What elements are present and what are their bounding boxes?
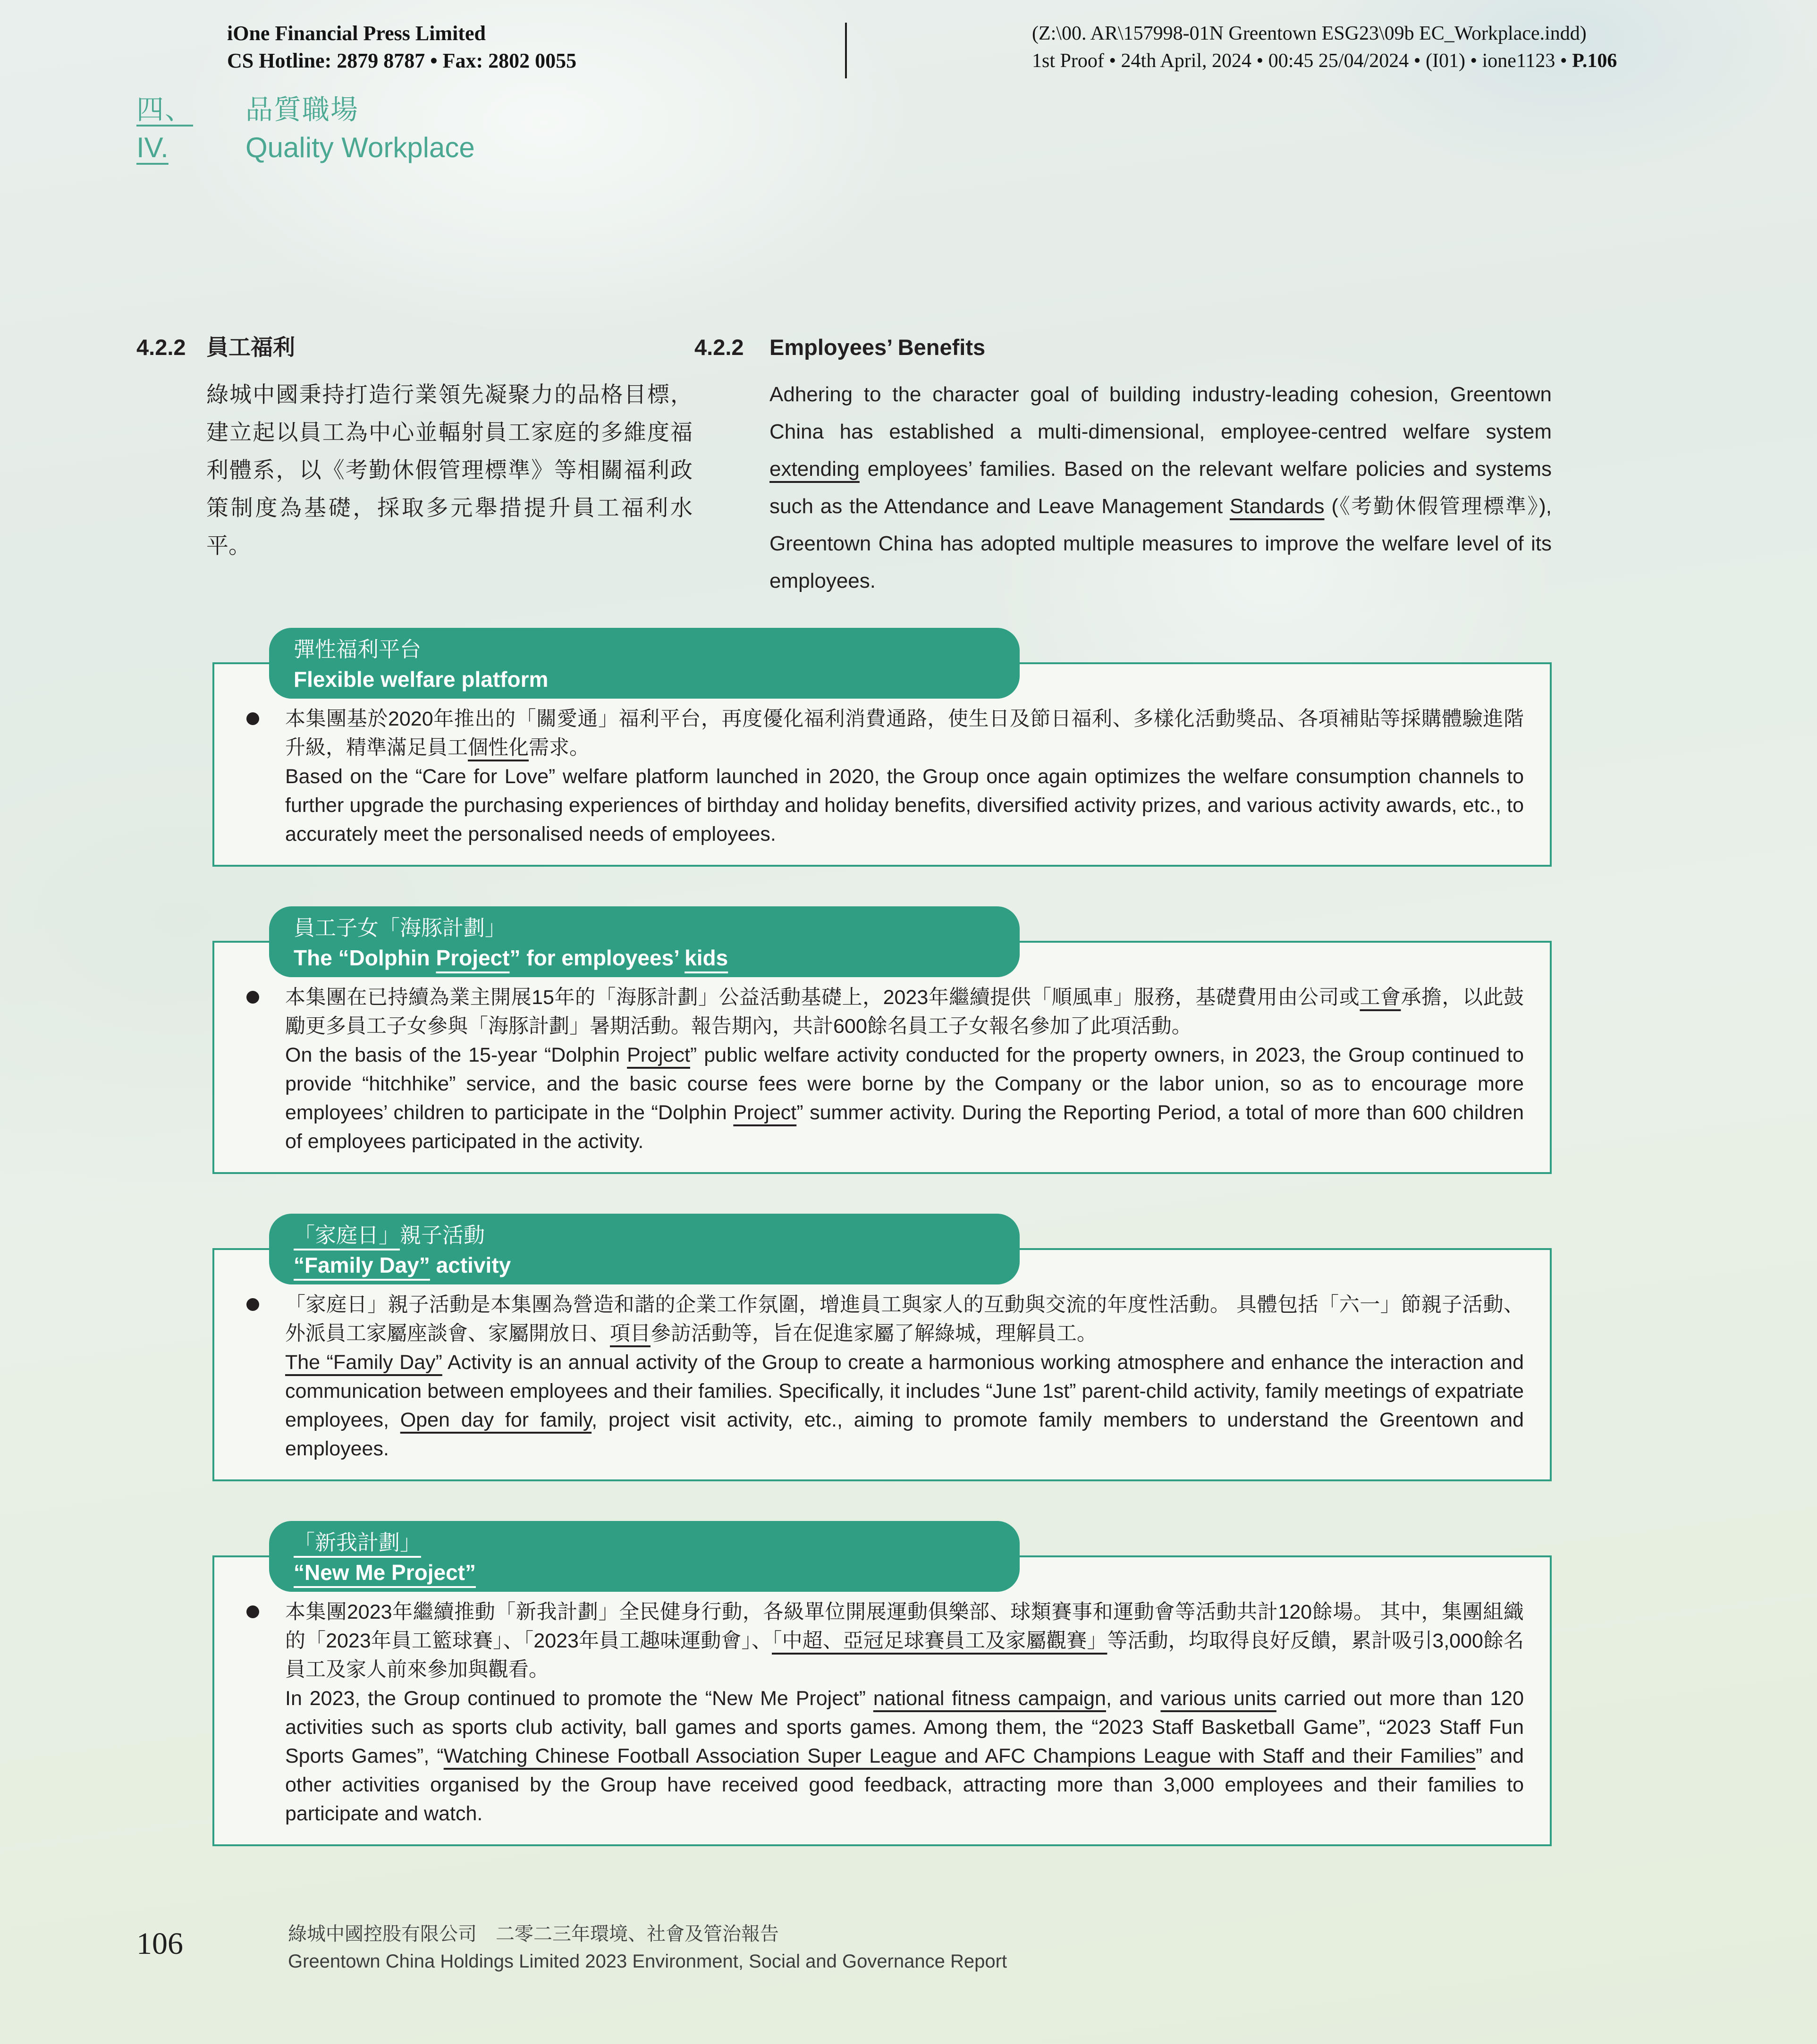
- proof-divider: [845, 23, 847, 78]
- feature-box-dolphin-project: [212, 916, 1552, 1174]
- feature-body-en: In 2023, the Group continued to promote the “New Me Project” national fitness campaign, and various units carried out more than 120 activities such as sports club activity, ball games and sports games. Among them, the “2023 Staff Basketball Game”, “2023 Staff Fun Sports Games”, “Watching Chinese Football Association Super League and AFC Champions League with Staff and their Families” and other activities organised by the Group have received good feedback, attracting more than 3,000 employees and their families to participate and watch.: [285, 1687, 1524, 1825]
- feature-box-flexible-welfare: [212, 637, 1552, 867]
- section-title-zh: 員工福利: [206, 335, 295, 360]
- section-column-zh: [136, 330, 694, 600]
- footer-company-en: Greentown China Holdings Limited 2023 Environment, Social and Governance Report: [288, 1951, 1007, 1972]
- bullet-icon: [246, 1598, 285, 1828]
- printer-name: iOne Financial Press Limited: [227, 22, 486, 45]
- section-body-zh: 綠城中國秉持打造行業領先凝聚力的品格目標，建立起以員工為中心並輻射員工家庭的多維度福利體系，以《考勤休假管理標準》等相關福利政策制度為基礎，採取多元舉措提升員工福利水平。: [206, 382, 693, 558]
- section-body-en: Adhering to the character goal of building industry-leading cohesion, Greentown China has established a multi-dimensional, employee-centred welfare system extending employees’ families. Based on the relevant welfare policies and systems such as the Attendance and Leave Management Standards (《考勤休假管理標準》), Greentown China has adopted multiple measures to improve the welfare level of its employees.: [769, 383, 1552, 592]
- feature-boxes: [212, 637, 1552, 1920]
- feature-body-zh: 本集團2023年繼續推動「新我計劃」全民健身行動，各級單位開展運動俱樂部、球類賽事和運動會等活動共計120餘場。 其中，集團組織的「2023年員工籃球賽」、「2023年員工趣味運動會」、「中超、亞冠足球賽員工及家屬觀賽」等活動，均取得良好反饋，累計吸引3,000餘名員工及家人前來參加與觀看。: [285, 1601, 1524, 1681]
- feature-tab: [269, 906, 1020, 977]
- bullet-icon: [246, 705, 285, 849]
- proof-details-text: 1st Proof • 24th April, 2024 • 00:45 25/04/2024 • (I01) • ione1123 •: [1032, 50, 1572, 72]
- printer-contact: CS Hotline: 2879 8787 • Fax: 2802 0055: [227, 49, 577, 72]
- feature-body-en: Based on the “Care for Love” welfare platform launched in 2020, the Group once again optimizes the welfare consumption channels to further upgrade the purchasing experiences of birthday and holiday benefits, diversified activity prizes, and various activity awards, etc., to accurately meet the personalised needs of employees.: [285, 765, 1524, 845]
- chapter-heading: [136, 93, 475, 168]
- section-number-zh: 4.2.2: [136, 335, 186, 360]
- feature-body-zh: 「家庭日」親子活動是本集團為營造和諧的企業工作氛圍，增進員工與家人的互動與交流的年度性活動。 具體包括「六一」節親子活動、外派員工家屬座談會、家屬開放日、項目參訪活動等，旨在促進家屬了解綠城，理解員工。: [285, 1293, 1524, 1345]
- footer-company-zh: 綠城中國控股有限公司 二零二三年環境、社會及管治報告: [288, 1924, 779, 1944]
- section-4-2-2: [136, 330, 1552, 600]
- feature-title-zh: 員工子女「海豚計劃」: [294, 916, 507, 940]
- chapter-name-zh: 品質職場: [245, 94, 359, 125]
- feature-title-zh: 彈性福利平台: [294, 637, 422, 661]
- chapter-number-zh: 四、: [136, 94, 194, 125]
- feature-tab: [269, 628, 1020, 699]
- feature-title-en: “Family Day” activity: [294, 1253, 511, 1277]
- feature-body-zh: 本集團基於2020年推出的「關愛通」福利平台，再度優化福利消費通路，使生日及節日福利、多樣化活動獎品、各項補貼等採購體驗進階升級，精準滿足員工個性化需求。: [285, 708, 1524, 759]
- bullet-icon: [246, 983, 285, 1156]
- bullet-item: [246, 983, 1524, 1156]
- section-column-en: [694, 330, 1552, 600]
- proof-info: [1032, 20, 1617, 75]
- page-number: 106: [136, 1926, 183, 1961]
- feature-tab: [269, 1214, 1020, 1284]
- proof-page-ref: P.106: [1572, 50, 1617, 72]
- chapter-title-zh: [136, 93, 475, 127]
- chapter-title-en: [136, 127, 475, 168]
- bullet-item: [246, 1291, 1524, 1463]
- chapter-name-en: Quality Workplace: [245, 132, 475, 163]
- feature-box-family-day: [212, 1223, 1552, 1481]
- bullet-item: [246, 705, 1524, 849]
- printer-info: [227, 20, 576, 75]
- feature-body-zh: 本集團在已持續為業主開展15年的「海豚計劃」公益活動基礎上，2023年繼續提供「順風車」服務，基礎費用由公司或工會承擔，以此鼓勵更多員工子女參與「海豚計劃」暑期活動。報告期內，共計600餘名員工子女報名參加了此項活動。: [285, 986, 1524, 1038]
- feature-tab: [269, 1521, 1020, 1592]
- feature-title-en: “New Me Project”: [294, 1560, 476, 1585]
- chapter-number-en: IV.: [136, 132, 169, 163]
- feature-body-en: The “Family Day” Activity is an annual activity of the Group to create a harmonious working atmosphere and enhance the interaction and communication between employees and their families. Specifically, it includes “June 1st” parent-child activity, family meetings of expatriate employees, Open day for family, project visit activity, etc., aiming to promote family members to understand the Greentown and employees.: [285, 1351, 1524, 1460]
- feature-title-zh: 「新我計劃」: [294, 1530, 422, 1554]
- feature-title-en: Flexible welfare platform: [294, 667, 549, 692]
- feature-title-en: The “Dolphin Project” for employees’ kids: [294, 946, 728, 970]
- bullet-item: [246, 1598, 1524, 1828]
- section-number-en: 4.2.2: [694, 335, 744, 360]
- section-title-en: Employees’ Benefits: [769, 335, 986, 360]
- proof-details: [1032, 47, 1617, 75]
- feature-title-zh: 「家庭日」親子活動: [294, 1223, 485, 1247]
- proof-file-path: (Z:\00. AR\157998-01N Greentown ESG23\09b EC_Workplace.indd): [1032, 23, 1587, 44]
- feature-body-en: On the basis of the 15-year “Dolphin Project” public welfare activity conducted for the property owners, in 2023, the Group continued to provide “hitchhike” service, and the basic course fees were borne by the Company or the labor union, so as to encourage more employees’ children to participate in the “Dolphin Project” summer activity. During the Reporting Period, a total of more than 600 children of employees participated in the activity.: [285, 1044, 1524, 1153]
- feature-box-new-me-project: [212, 1530, 1552, 1846]
- bullet-icon: [246, 1291, 285, 1463]
- footer-report-title: [288, 1920, 1007, 1975]
